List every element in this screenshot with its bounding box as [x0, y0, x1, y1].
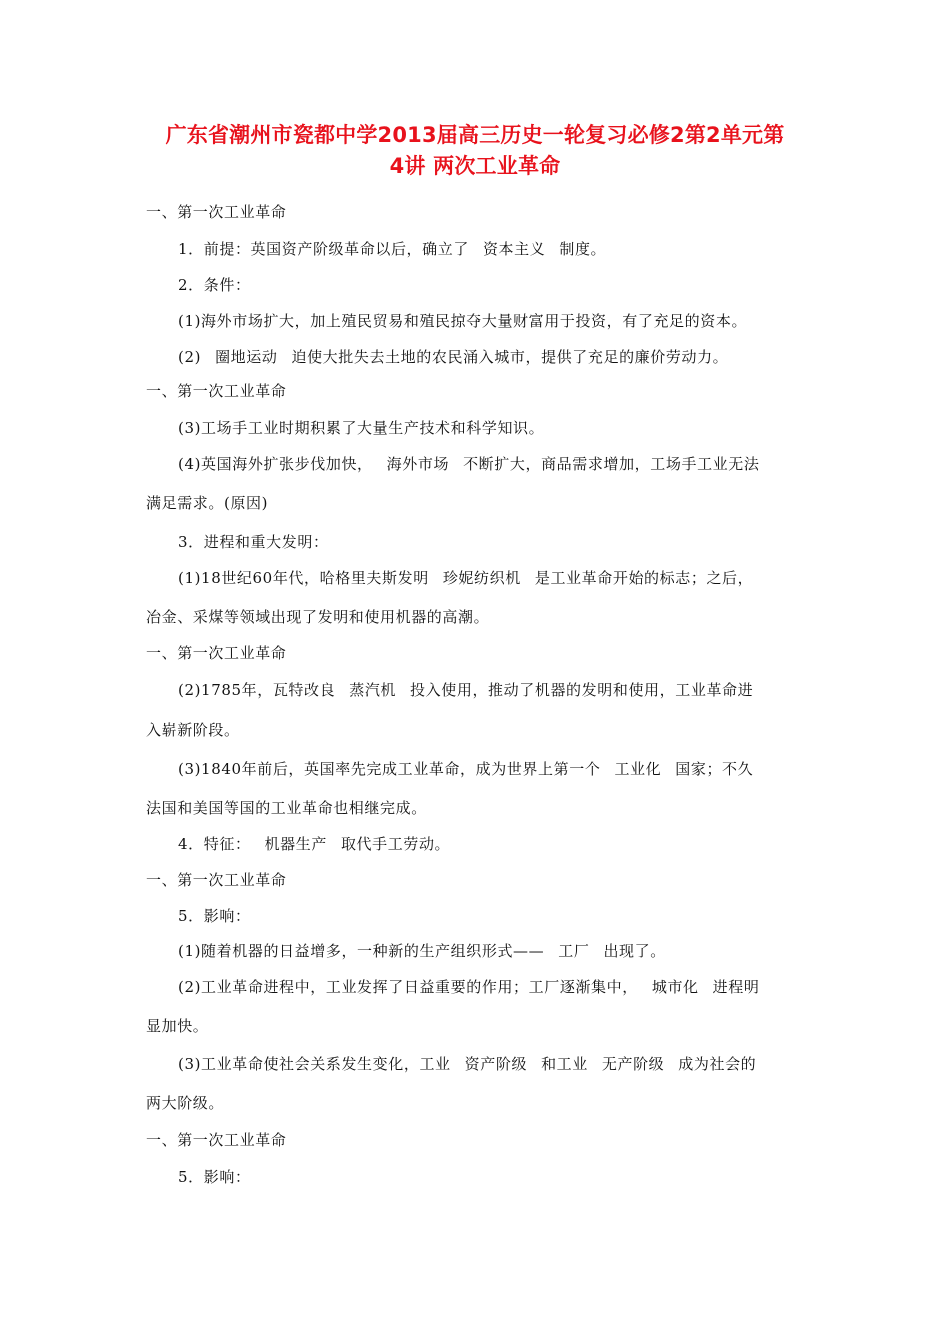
answer-blank: 机器生产 — [264, 835, 327, 853]
paragraph: 5．影响： — [178, 1168, 251, 1186]
text: 是工业革命开始的标志；之后， — [534, 569, 754, 587]
text: 投入使用，推动了机器的发明和使用，工业革命进 — [410, 681, 754, 699]
text: 制度。 — [559, 240, 607, 258]
text: 成为社会的 — [678, 1055, 757, 1073]
text: 国家；不久 — [675, 760, 754, 778]
text: 4．特征： — [178, 835, 251, 853]
text: 不断扩大，商品需求增加，工场手工业无法 — [463, 455, 760, 473]
paragraph: (3)工场手工业时期积累了大量生产技术和科学知识。 — [178, 419, 545, 437]
text: 迫使大批失去土地的农民涌入城市，提供了充足的廉价劳动力。 — [291, 348, 729, 366]
text: 和工业 — [541, 1055, 588, 1073]
paragraph — [178, 1054, 756, 1074]
paragraph: (1)海外市场扩大，加上殖民贸易和殖民掠夺大量财富用于投资，有了充足的资本。 — [178, 312, 748, 330]
paragraph — [178, 977, 759, 997]
answer-blank: 海外市场 — [386, 455, 450, 473]
paragraph — [178, 941, 666, 961]
paragraph — [178, 834, 450, 854]
paragraph-continuation: 满足需求。(原因) — [146, 494, 269, 512]
text: 进程明 — [712, 978, 760, 996]
section-heading: 一、第一次工业革命 — [146, 382, 287, 400]
text: 1．前提：英国资产阶级革命以后，确立了 — [178, 240, 469, 258]
paragraph-continuation: 显加快。 — [146, 1017, 209, 1035]
answer-blank: 工业化 — [614, 760, 662, 778]
answer-blank: 无产阶级 — [601, 1055, 665, 1073]
paragraph — [178, 454, 759, 474]
answer-blank: 工厂 — [558, 942, 590, 960]
answer-blank: 资本主义 — [482, 240, 546, 258]
title-line-2: 4讲 两次工业革命 — [389, 154, 561, 178]
paragraph: 2．条件： — [178, 276, 251, 294]
section-heading: 一、第一次工业革命 — [146, 644, 287, 662]
text: (2)1785年，瓦特改良 — [178, 681, 336, 699]
paragraph: 3．进程和重大发明： — [178, 533, 329, 551]
section-heading: 一、第一次工业革命 — [146, 203, 287, 221]
paragraph — [178, 680, 753, 700]
paragraph-continuation: 冶金、采煤等领域出现了发明和使用机器的高潮。 — [146, 608, 490, 626]
answer-blank: 圈地运动 — [215, 348, 278, 366]
text: (3)1840年前后，英国率先完成工业革命，成为世界上第一个 — [178, 760, 601, 778]
answer-blank: 珍妮纺织机 — [442, 569, 521, 587]
answer-blank: 城市化 — [651, 978, 699, 996]
answer-blank: 蒸汽机 — [349, 681, 397, 699]
text: (1)随着机器的日益增多，一种新的生产组织形式—— — [178, 942, 545, 960]
paragraph — [178, 759, 753, 779]
text: (4)英国海外扩张步伐加快， — [178, 455, 373, 473]
text: 取代手工劳动。 — [340, 835, 451, 853]
paragraph: 5．影响： — [178, 907, 251, 925]
paragraph — [178, 239, 606, 259]
paragraph-continuation: 两大阶级。 — [146, 1094, 225, 1112]
paragraph — [178, 347, 728, 367]
text: 出现了。 — [603, 942, 666, 960]
text: (2)工业革命进程中，工业发挥了日益重要的作用；工厂逐渐集中， — [178, 978, 638, 996]
paragraph — [178, 568, 753, 588]
paragraph-continuation: 法国和美国等国的工业革命也相继完成。 — [146, 799, 427, 817]
text: (3)工业革命使社会关系发生变化，工业 — [178, 1055, 451, 1073]
text: (1)18世纪60年代，哈格里夫斯发明 — [178, 569, 429, 587]
section-heading: 一、第一次工业革命 — [146, 871, 287, 889]
title-line-1: 广东省潮州市瓷都中学2013届高三历史一轮复习必修2第2单元第 — [165, 123, 785, 147]
answer-blank: 资产阶级 — [464, 1055, 528, 1073]
paragraph-continuation: 入崭新阶段。 — [146, 721, 240, 739]
section-heading: 一、第一次工业革命 — [146, 1131, 287, 1149]
text: (2) — [178, 348, 202, 366]
